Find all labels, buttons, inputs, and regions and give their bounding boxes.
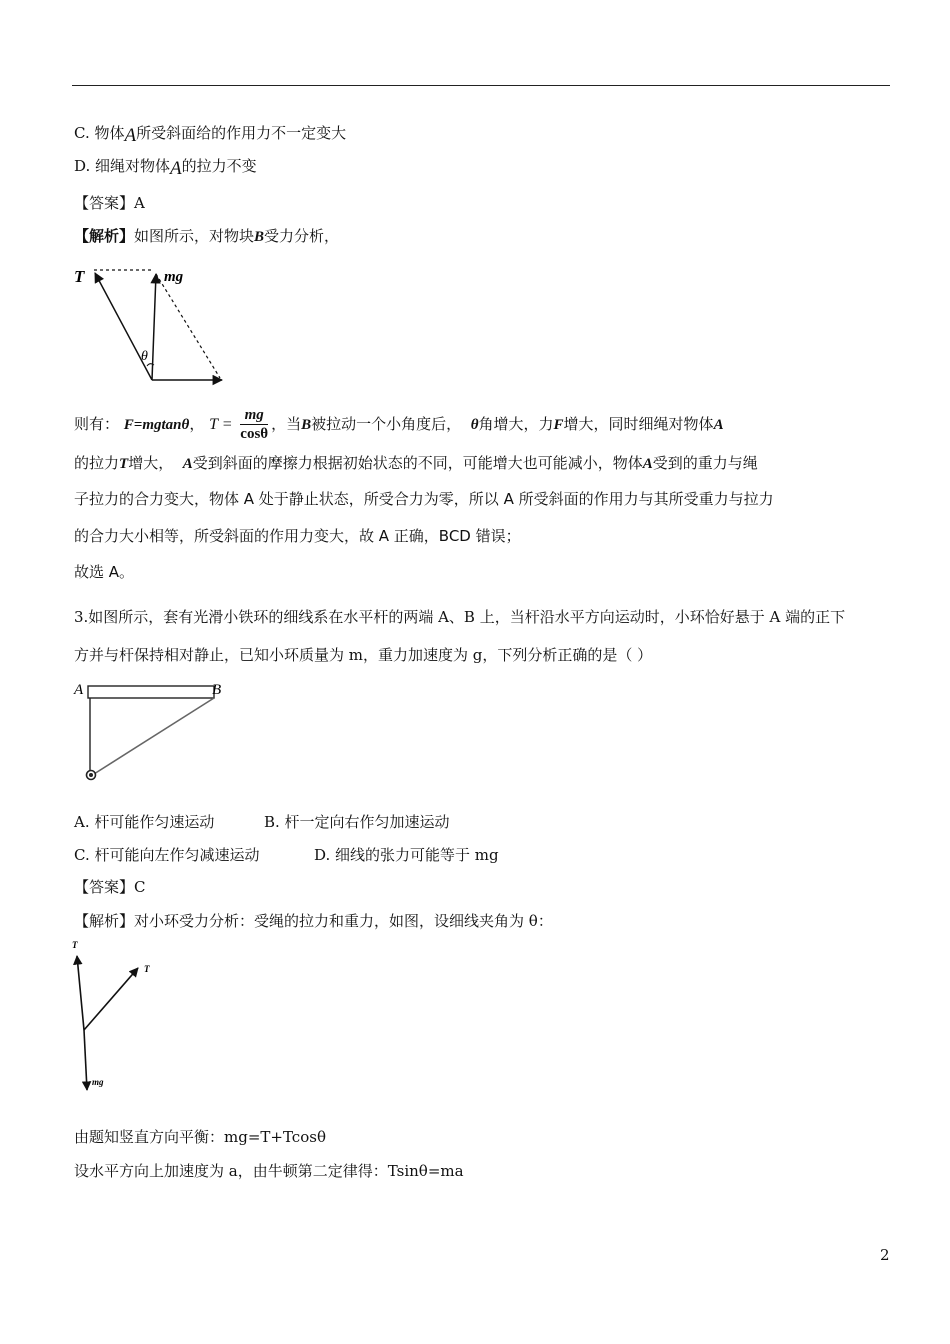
q3-stem-line2: 方并与杆保持相对静止，已知小环质量为 m，重力加速度为 g，下列分析正确的是（ ） — [74, 646, 653, 664]
q3-answer: 【答案】C — [74, 878, 146, 896]
q2-answer: 【答案】A — [74, 194, 145, 212]
q3-analysis: 【解析】对小环受力分析：受绳的拉力和重力，如图，设细线夹角为 θ： — [74, 912, 553, 930]
q2-option-d: D. 细绳对物体A的拉力不变 — [74, 157, 257, 179]
q3-rod-diagram — [72, 676, 232, 786]
string-diagonal — [94, 698, 214, 774]
dashed-side-line — [156, 274, 220, 378]
q2-analysis-line4: 的合力大小相等，所受斜面的作用力变大，故 A 正确，BCD 错误； — [74, 527, 521, 545]
label-mg: mg — [164, 269, 184, 285]
label-t-up: T — [72, 940, 78, 950]
label-a: A — [74, 682, 84, 698]
mg-down-vector — [84, 1030, 87, 1090]
page-number: 2 — [880, 1246, 890, 1264]
header-rule — [72, 85, 890, 86]
q2-force-diagram — [70, 262, 240, 392]
label-t-side: T — [144, 964, 150, 974]
q2-option-c: C. 物体A所受斜面给的作用力不一定变大 — [74, 124, 347, 146]
q2-analysis-line3: 子拉力的合力变大，物体 A 处于静止状态，所受合力为零，所以 A 所受斜面的作用力与其所受重力与拉力 — [74, 490, 774, 508]
q3-force-diagram — [70, 938, 190, 1098]
label-theta: θ — [141, 349, 148, 364]
label-mg: mg — [92, 1077, 104, 1087]
answer-label: 【答案】 — [74, 194, 135, 212]
q2-analysis-intro: 【解析】如图所示，对物块B受力分析， — [74, 227, 340, 245]
q3-stem-line1: 3.如图所示，套有光滑小铁环的细线系在水平杆的两端 A、B 上，当杆沿水平方向运动时，小环恰好悬于 A 端的正下 — [74, 608, 846, 626]
t-up-vector — [77, 956, 84, 1030]
q3-equation-vertical: 由题知竖直方向平衡：mg=T+Tcosθ — [74, 1128, 326, 1146]
rod — [88, 686, 214, 698]
q3-option-c: C. 杆可能向左作匀减速运动 — [74, 846, 260, 864]
q3-option-b: B. 杆一定向右作匀加速运动 — [264, 813, 450, 831]
q2-analysis-line2: 的拉力T增大， A受到斜面的摩擦力根据初始状态的不同，可能增大也可能减小，物体A受到的重力与绳 — [74, 454, 758, 472]
label-b: B — [212, 682, 222, 698]
q2-conclusion: 故选 A。 — [74, 563, 135, 581]
t-fraction: $\frac{mg}{\cos\theta}$ — [240, 407, 269, 442]
label-t: T — [74, 267, 85, 286]
t-side-vector — [84, 968, 138, 1030]
q3-option-d: D. 细线的张力可能等于 mg — [314, 846, 499, 864]
q3-option-a: A. 杆可能作匀速运动 — [74, 813, 215, 831]
q3-equation-horizontal: 设水平方向上加速度为 a，由牛顿第二定律得：Tsinθ=ma — [74, 1162, 464, 1180]
q2-formula-line: 则有： F=mgtanθ， T = $\frac{mg}{\cos\theta}$ ，当B被拉动一个小角度后， θ角增大，力F增大，同时细绳对物体A — [74, 407, 724, 442]
